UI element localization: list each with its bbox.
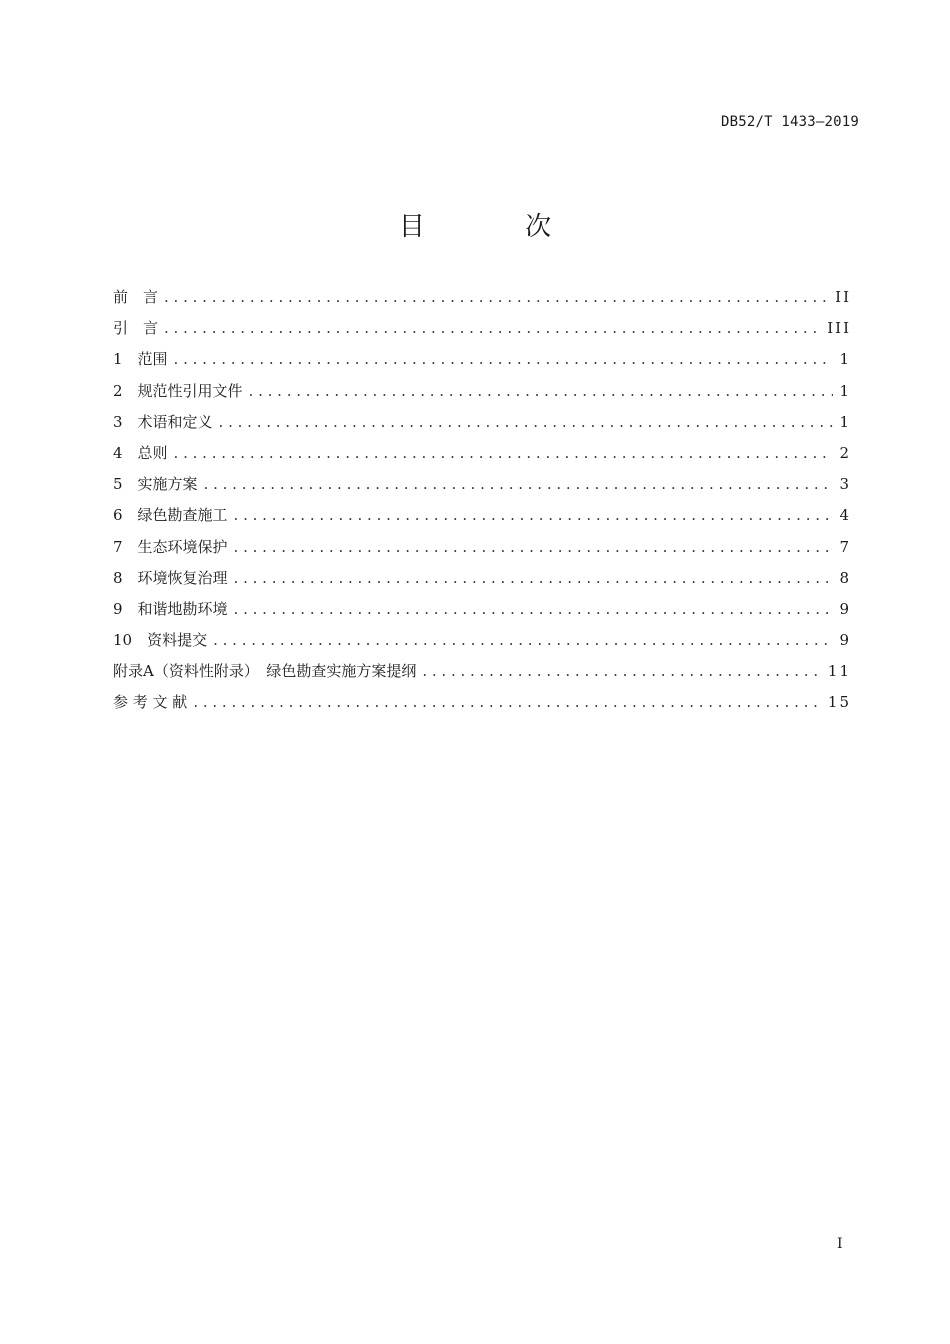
toc-dot-leader [174,442,834,464]
toc-dot-leader [234,567,834,589]
toc-entry-label: 4 总则 [113,443,168,462]
toc-entry-page: 9 [839,599,851,618]
toc-dot-leader [249,380,834,402]
toc-dot-leader [193,691,822,713]
toc-dot-leader [422,660,822,682]
toc-entry-page: 7 [839,537,851,556]
page-number: I [837,1236,843,1252]
toc-entry-normative-references[interactable] [113,380,851,411]
toc-entry-foreword[interactable] [113,286,851,317]
toc-entry-harmonious-env[interactable] [113,598,851,629]
toc-entry-label: 参 考 文 献 [113,693,188,712]
toc-entry-page: 4 [839,506,851,525]
toc-entry-env-restoration[interactable] [113,567,851,598]
toc-entry-introduction[interactable] [113,317,851,348]
toc-entry-label: 6 绿色勘查施工 [113,506,228,525]
toc-dot-leader [204,473,834,495]
toc-entry-label: 9 和谐地勘环境 [113,599,228,618]
toc-entry-page: 15 [827,693,851,712]
toc-entry-page: 3 [839,475,851,494]
toc-dot-leader [174,348,834,370]
toc-dot-leader [164,317,821,339]
toc-dot-leader [219,411,834,433]
toc-dot-leader [234,598,834,620]
toc-entry-terms-definitions[interactable] [113,411,851,442]
toc-title: 目 次 [398,212,598,242]
toc-dot-leader [164,286,829,308]
toc-entry-page: 1 [839,381,851,400]
toc-entry-label: 8 环境恢复治理 [113,568,228,587]
toc-entry-label: 3 术语和定义 [113,412,213,431]
toc-entry-page: 1 [839,412,851,431]
toc-entry-label: 前 言 [113,288,159,306]
toc-entry-label: 引 言 [113,319,159,338]
toc-entry-eco-protection[interactable] [113,536,851,567]
toc-entry-appendix-a[interactable] [113,660,851,691]
toc-entry-page: 11 [827,662,851,681]
document-code: DB52/T 1433—2019 [720,114,859,130]
toc-entry-label: 7 生态环境保护 [113,537,228,556]
toc-entry-label: 2 规范性引用文件 [113,381,243,400]
toc-entry-label: 附录A（资料性附录） 绿色勘查实施方案提纲 [113,662,417,681]
toc-dot-leader [234,536,834,558]
toc-entry-page: 8 [839,568,851,587]
toc-entry-page: 2 [839,443,851,462]
toc-entry-label: 1 范围 [113,350,168,369]
toc-entry-label: 10 资料提交 [113,631,208,650]
toc-entry-page: III [827,319,851,338]
toc-entry-green-exploration[interactable] [113,504,851,535]
toc-dot-leader [234,504,834,526]
toc-entry-scope[interactable] [113,348,851,379]
toc-entry-data-submission[interactable] [113,629,851,660]
toc-entry-label: 5 实施方案 [113,475,198,494]
toc-entry-page: 1 [839,350,851,369]
toc-entry-bibliography[interactable] [113,691,851,722]
toc-dot-leader [213,629,833,651]
toc-entry-general[interactable] [113,442,851,473]
table-of-contents [113,286,851,723]
toc-entry-page: II [835,288,851,306]
toc-entry-page: 9 [839,631,851,650]
toc-entry-implementation-plan[interactable] [113,473,851,504]
